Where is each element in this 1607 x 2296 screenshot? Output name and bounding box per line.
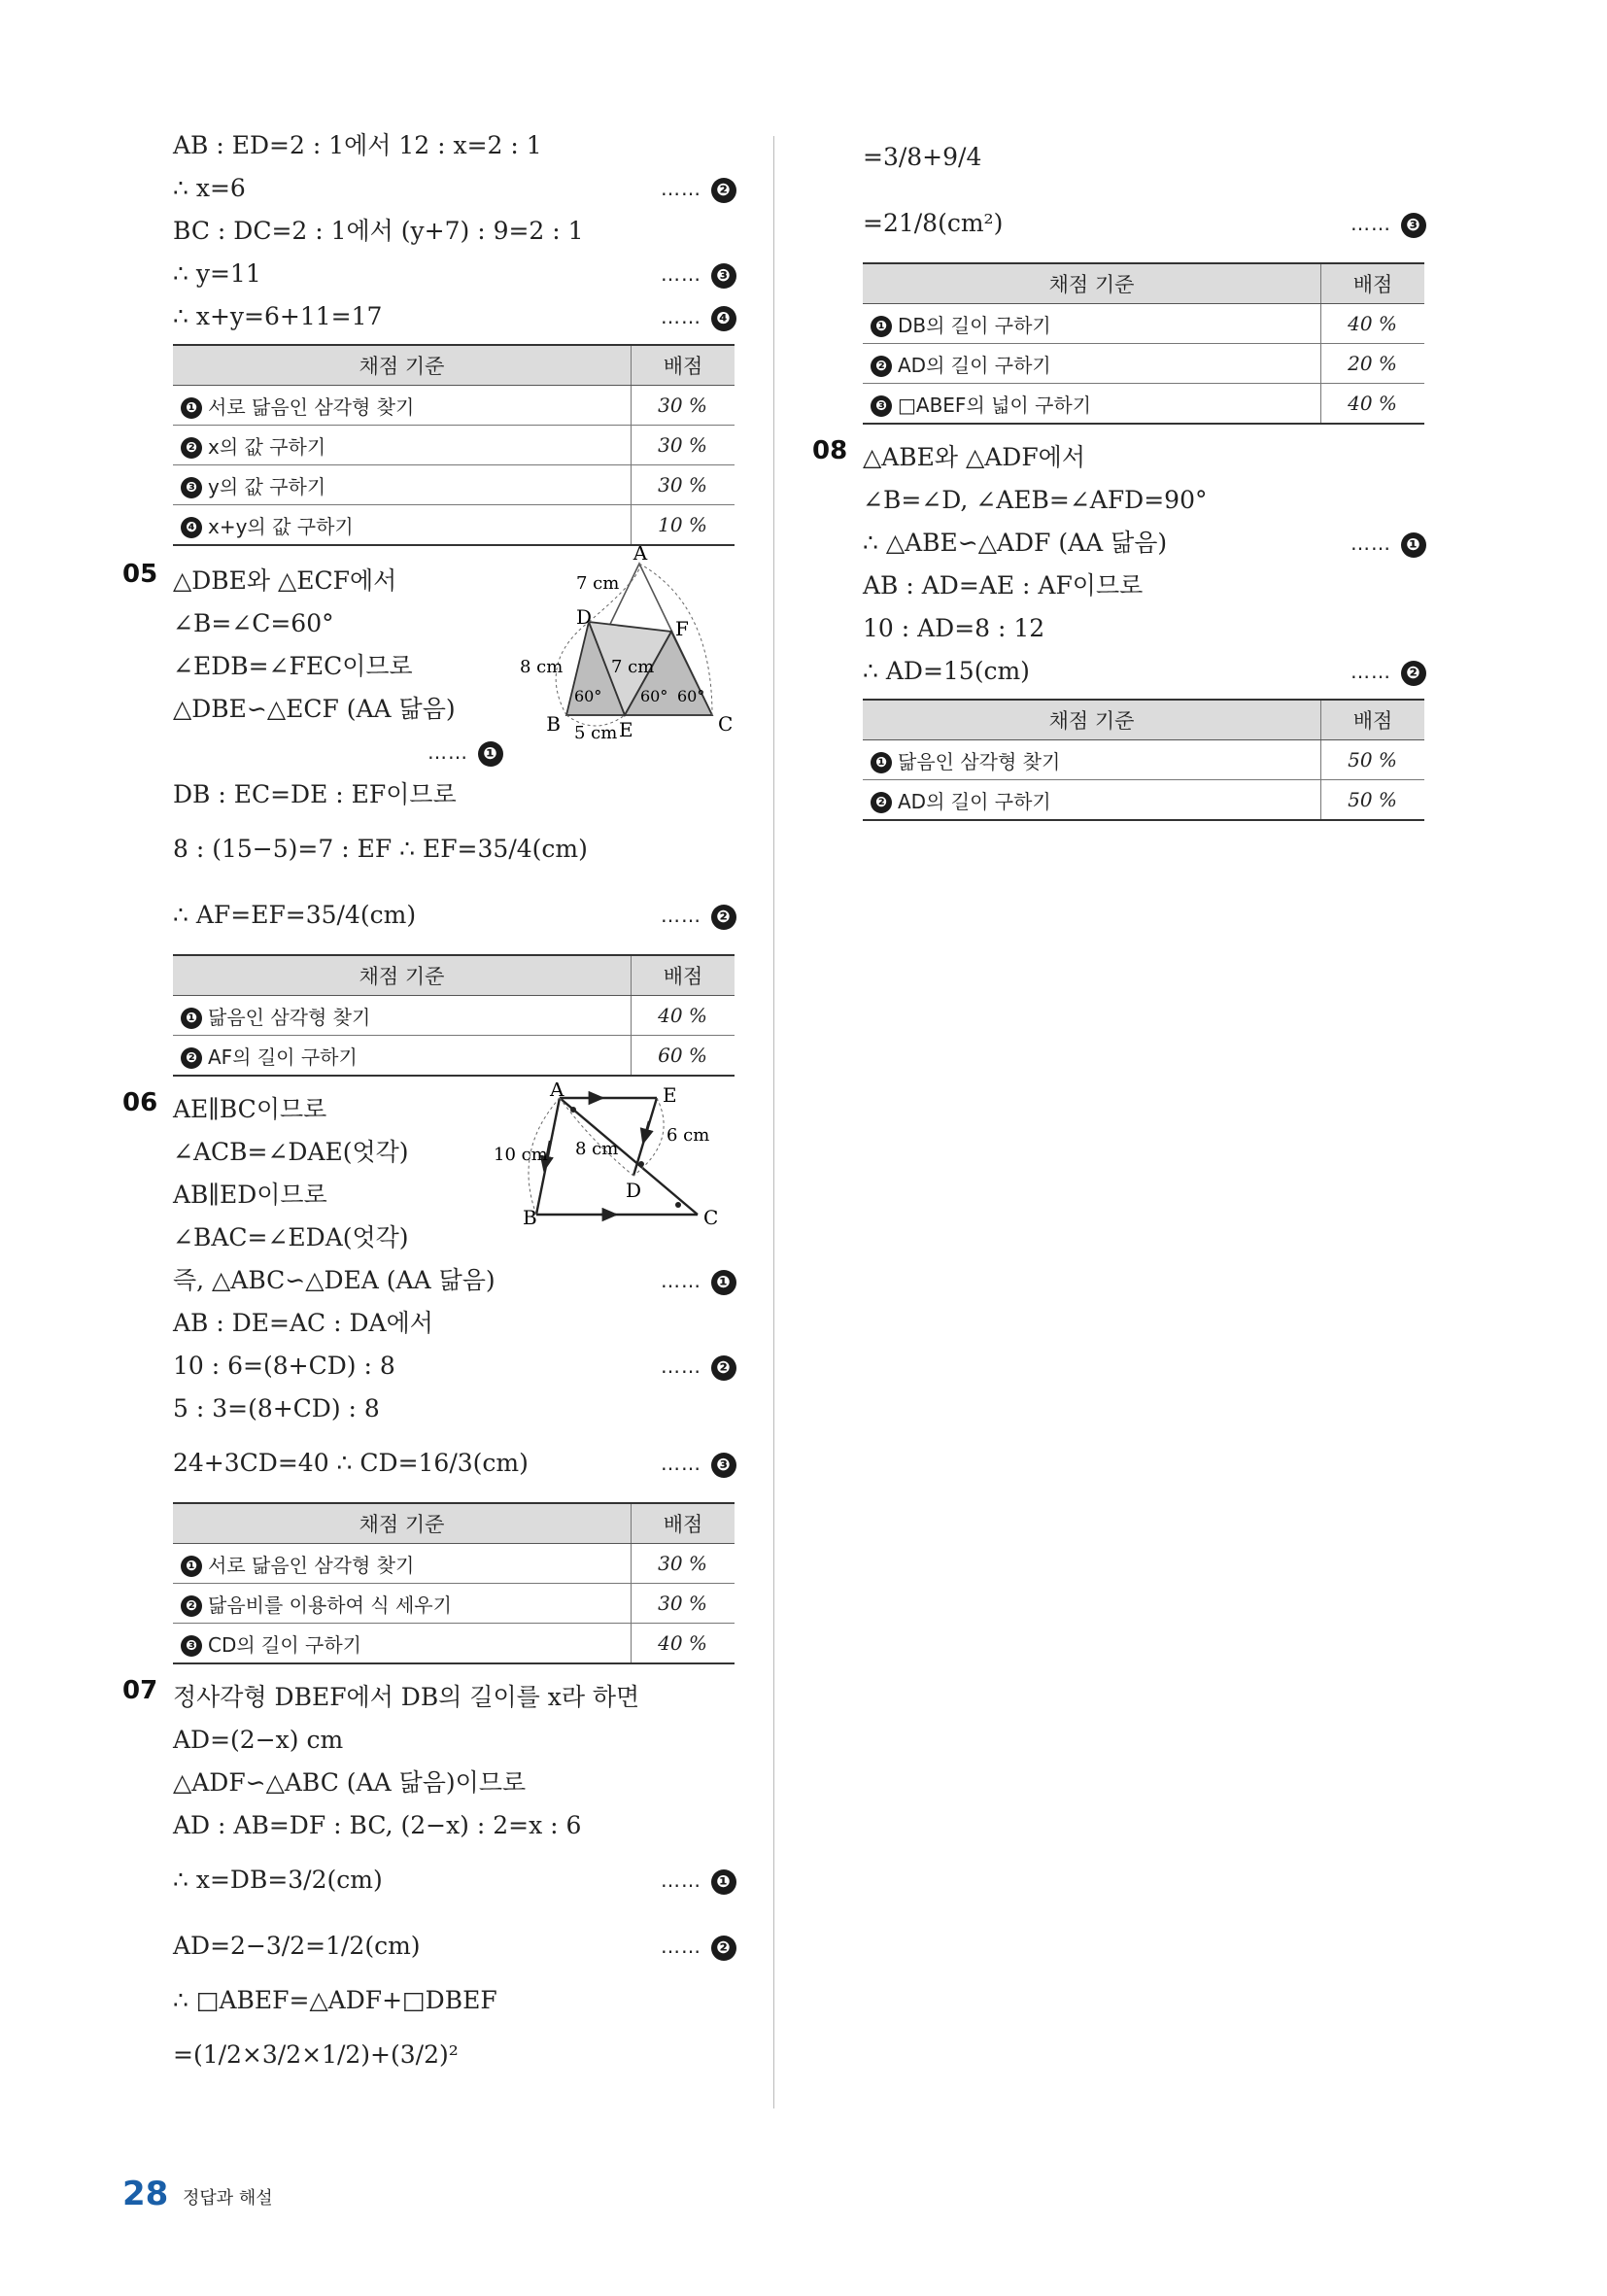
step-badge: ❷ bbox=[711, 1355, 736, 1381]
step-marker: …… ❸ bbox=[661, 1430, 736, 1496]
criteria-header: 채점 기준 bbox=[173, 955, 632, 996]
step-badge: ❸ bbox=[711, 1453, 736, 1478]
solution-line bbox=[863, 479, 1426, 522]
criteria-badge: ❸ bbox=[871, 395, 892, 417]
criteria-label: □ABEF의 넓이 구하기 bbox=[898, 393, 1092, 417]
solution-line bbox=[173, 2022, 736, 2088]
table-row bbox=[863, 740, 1424, 780]
q07-block bbox=[122, 1676, 736, 2088]
scoring-table bbox=[173, 344, 735, 546]
criteria-badge: ❷ bbox=[181, 1047, 202, 1069]
criteria-cell bbox=[173, 426, 632, 465]
solution-line bbox=[173, 1345, 736, 1388]
solution-text: 5 : 3=(8+CD) : 8 bbox=[173, 1394, 380, 1422]
q06-scoring-table bbox=[173, 1502, 736, 1664]
q06-label-c: C bbox=[703, 1206, 719, 1228]
criteria-badge: ❶ bbox=[181, 397, 202, 419]
solution-text: AD=(2−x) cm bbox=[173, 1726, 344, 1754]
criteria-label: 닮음인 삼각형 찾기 bbox=[208, 1005, 371, 1029]
solution-line bbox=[173, 1804, 736, 1847]
solution-text: BC : DC=2 : 1에서 (y+7) : 9=2 : 1 bbox=[173, 217, 584, 245]
solution-line bbox=[173, 1302, 736, 1345]
q06-figure bbox=[494, 1082, 746, 1228]
step-badge: ❷ bbox=[711, 905, 736, 930]
criteria-header: 채점 기준 bbox=[173, 1503, 632, 1544]
q05-angle-c: 60° bbox=[677, 687, 705, 705]
q04-solution bbox=[173, 124, 736, 338]
solution-text: ∴ △ABE∽△ADF (AA 닮음) bbox=[863, 529, 1168, 557]
solution-text: 8 : (15−5)=7 : EF ∴ EF=35/4(cm) bbox=[173, 835, 588, 863]
step-badge: ❸ bbox=[711, 263, 736, 289]
q06-label-d: D bbox=[626, 1179, 642, 1202]
points-cell: 40 % bbox=[1321, 384, 1425, 425]
step-badge: ❷ bbox=[1401, 661, 1426, 686]
q05-len-7cm-b: 7 cm bbox=[611, 657, 655, 677]
criteria-cell bbox=[173, 386, 632, 426]
solution-text: ∠ACB=∠DAE(엇각) bbox=[173, 1138, 409, 1166]
q05-angle-e: 60° bbox=[640, 687, 668, 705]
q05-len-7cm-a: 7 cm bbox=[576, 573, 620, 594]
table-row bbox=[173, 426, 735, 465]
q06-label-e: E bbox=[663, 1083, 677, 1107]
step-marker: …… ❷ bbox=[661, 1345, 736, 1388]
q08-block bbox=[812, 436, 1426, 693]
criteria-badge: ❷ bbox=[181, 1595, 202, 1617]
criteria-cell bbox=[863, 780, 1321, 821]
q08-scoring-table bbox=[863, 699, 1426, 821]
q07-number: 07 bbox=[122, 1676, 158, 1705]
table-row bbox=[173, 1584, 735, 1624]
solution-line bbox=[173, 1913, 736, 1979]
step-badge: ❷ bbox=[711, 1936, 736, 1961]
solution-text: 24+3CD=40 ∴ CD=16/3(cm) bbox=[173, 1449, 529, 1477]
solution-text: ∠BAC=∠EDA(엇각) bbox=[173, 1223, 409, 1251]
solution-text: =(1/2×3/2×1/2)+(3/2)² bbox=[173, 2040, 459, 2069]
criteria-badge: ❷ bbox=[871, 356, 892, 377]
points-header: 배점 bbox=[632, 345, 735, 386]
step-badge: ❶ bbox=[1401, 532, 1426, 558]
q06-angle-dot-a bbox=[570, 1107, 576, 1113]
solution-line bbox=[173, 210, 736, 253]
solution-text: AB : AD=AE : AF이므로 bbox=[863, 571, 1144, 600]
q06-block bbox=[122, 1082, 736, 1496]
solution-line bbox=[863, 436, 1426, 479]
scoring-table bbox=[863, 699, 1424, 821]
points-cell: 30 % bbox=[632, 386, 735, 426]
solution-line bbox=[173, 882, 736, 948]
points-header: 배점 bbox=[1321, 700, 1425, 740]
criteria-cell bbox=[863, 740, 1321, 780]
step-marker: …… ❶ bbox=[661, 1259, 736, 1302]
solution-line bbox=[173, 773, 736, 816]
solution-line bbox=[173, 1979, 736, 2022]
criteria-label: y의 값 구하기 bbox=[208, 474, 326, 498]
solution-text: ∠EDB=∠FEC이므로 bbox=[173, 652, 413, 680]
criteria-label: 닮음비를 이용하여 식 세우기 bbox=[208, 1593, 452, 1617]
criteria-label: AD의 길이 구하기 bbox=[898, 789, 1051, 813]
points-cell: 40 % bbox=[632, 1624, 735, 1664]
criteria-cell bbox=[173, 505, 632, 546]
points-header: 배점 bbox=[632, 955, 735, 996]
q05-label-d: D bbox=[576, 605, 593, 629]
q05-dots: …… ❶ bbox=[427, 731, 503, 773]
solution-text: 10 : 6=(8+CD) : 8 bbox=[173, 1352, 395, 1380]
criteria-label: DB의 길이 구하기 bbox=[898, 313, 1051, 337]
step-marker: …… ❸ bbox=[661, 253, 736, 295]
q05-scoring-table bbox=[173, 954, 736, 1077]
solution-text: 즉, △ABC∽△DEA (AA 닮음) bbox=[173, 1266, 496, 1294]
criteria-label: AD의 길이 구하기 bbox=[898, 353, 1051, 377]
q06-label-a: A bbox=[550, 1082, 564, 1101]
table-row bbox=[173, 505, 735, 546]
points-cell: 40 % bbox=[1321, 304, 1425, 344]
q08-solution bbox=[863, 436, 1426, 693]
criteria-badge: ❶ bbox=[181, 1556, 202, 1577]
q05-triangle-figure bbox=[518, 546, 736, 740]
solution-line bbox=[173, 1388, 736, 1430]
step-marker: …… ❹ bbox=[661, 295, 736, 338]
criteria-label: 서로 닮음인 삼각형 찾기 bbox=[208, 394, 415, 419]
solution-text: ∠B=∠C=60° bbox=[173, 609, 334, 637]
q05-angle-b: 60° bbox=[574, 687, 602, 705]
table-row bbox=[173, 465, 735, 505]
solution-text: ∴ AF=EF=35/4(cm) bbox=[173, 901, 417, 929]
q06-arrow-ed bbox=[643, 1121, 649, 1143]
criteria-label: AF의 길이 구하기 bbox=[208, 1045, 358, 1069]
solution-text: △DBE와 △ECF에서 bbox=[173, 566, 397, 595]
solution-line bbox=[173, 1430, 736, 1496]
q06-len-10cm: 10 cm bbox=[494, 1145, 548, 1165]
solution-line bbox=[173, 124, 736, 167]
criteria-badge: ❸ bbox=[181, 477, 202, 498]
step-marker: …… ❷ bbox=[661, 882, 736, 948]
step-badge: ❸ bbox=[1401, 213, 1426, 238]
criteria-cell bbox=[863, 344, 1321, 384]
points-cell: 30 % bbox=[632, 1544, 735, 1584]
step-marker: …… ❶ bbox=[661, 1847, 736, 1913]
criteria-cell bbox=[173, 1544, 632, 1584]
criteria-badge: ❷ bbox=[181, 437, 202, 459]
points-cell: 30 % bbox=[632, 426, 735, 465]
step-marker: …… ❷ bbox=[661, 1913, 736, 1979]
table-row bbox=[863, 304, 1424, 344]
step-marker: …… ❷ bbox=[1351, 650, 1426, 693]
table-row bbox=[173, 1544, 735, 1584]
points-cell: 60 % bbox=[632, 1036, 735, 1077]
solution-line bbox=[173, 253, 736, 295]
points-cell: 10 % bbox=[632, 505, 735, 546]
criteria-badge: ❶ bbox=[871, 752, 892, 773]
criteria-label: 서로 닮음인 삼각형 찾기 bbox=[208, 1553, 415, 1577]
step-badge: ❶ bbox=[711, 1270, 736, 1295]
q06-number: 06 bbox=[122, 1088, 158, 1117]
points-header: 배점 bbox=[1321, 263, 1425, 304]
q06-len-6cm: 6 cm bbox=[667, 1125, 710, 1146]
criteria-badge: ❸ bbox=[181, 1635, 202, 1657]
solution-text: 정사각형 DBEF에서 DB의 길이를 x라 하면 bbox=[173, 1683, 640, 1711]
page-number: 28 bbox=[122, 2175, 169, 2213]
right-column bbox=[812, 124, 1426, 831]
q05-solution-part2 bbox=[173, 773, 736, 948]
solution-text: ∴ AD=15(cm) bbox=[863, 657, 1030, 685]
points-cell: 50 % bbox=[1321, 740, 1425, 780]
points-cell: 30 % bbox=[632, 1584, 735, 1624]
table-row bbox=[173, 386, 735, 426]
q06-label-b: B bbox=[523, 1206, 537, 1228]
scoring-table bbox=[173, 954, 735, 1077]
criteria-header: 채점 기준 bbox=[173, 345, 632, 386]
q05-len-5cm: 5 cm bbox=[574, 723, 618, 740]
step-marker: …… ❸ bbox=[1351, 190, 1426, 257]
q05-mark-line bbox=[173, 731, 503, 773]
q06-angle-dot-c bbox=[675, 1202, 681, 1208]
solution-line bbox=[863, 607, 1426, 650]
q05-number: 05 bbox=[122, 560, 158, 589]
solution-line bbox=[173, 1676, 736, 1719]
criteria-badge: ❶ bbox=[871, 316, 892, 337]
criteria-cell bbox=[173, 465, 632, 505]
criteria-cell bbox=[863, 304, 1321, 344]
q07-scoring-table bbox=[863, 262, 1426, 425]
points-header: 배점 bbox=[632, 1503, 735, 1544]
left-column bbox=[122, 124, 736, 2088]
solution-text: =21/8(cm²) bbox=[863, 209, 1004, 237]
solution-line bbox=[863, 650, 1426, 693]
solution-text: ∴ x=DB=3/2(cm) bbox=[173, 1866, 383, 1894]
solution-line bbox=[863, 522, 1426, 565]
solution-text: AE∥BC이므로 bbox=[173, 1095, 327, 1123]
step-marker: …… ❶ bbox=[1351, 522, 1426, 565]
criteria-cell bbox=[173, 1624, 632, 1664]
solution-text: △ABE와 △ADF에서 bbox=[863, 443, 1085, 471]
q07-solution bbox=[173, 1676, 736, 2088]
solution-text: ∴ y=11 bbox=[173, 259, 261, 288]
q05-badge: ❶ bbox=[478, 741, 503, 767]
solution-text: △ADF∽△ABC (AA 닮음)이므로 bbox=[173, 1768, 527, 1797]
criteria-cell bbox=[173, 996, 632, 1036]
solution-text: ∠B=∠D, ∠AEB=∠AFD=90° bbox=[863, 486, 1208, 514]
solution-text: DB : EC=DE : EF이므로 bbox=[173, 780, 457, 808]
criteria-cell bbox=[173, 1584, 632, 1624]
q05-label-c: C bbox=[718, 712, 734, 736]
solution-text: ∴ x=6 bbox=[173, 174, 246, 202]
points-cell: 30 % bbox=[632, 465, 735, 505]
criteria-header: 채점 기준 bbox=[863, 700, 1321, 740]
step-badge: ❶ bbox=[711, 1869, 736, 1895]
step-badge: ❷ bbox=[711, 178, 736, 203]
footer-label: 정답과 해설 bbox=[183, 2188, 273, 2209]
step-badge: ❹ bbox=[711, 306, 736, 331]
q05-block bbox=[122, 546, 736, 948]
solution-text: ∴ □ABEF=△ADF+□DBEF bbox=[173, 1986, 497, 2014]
criteria-label: x+y의 값 구하기 bbox=[208, 514, 354, 538]
q08-number: 08 bbox=[812, 436, 848, 465]
criteria-badge: ❶ bbox=[181, 1008, 202, 1029]
solution-text: =3/8+9/4 bbox=[863, 143, 982, 171]
criteria-badge: ❹ bbox=[181, 517, 202, 538]
criteria-label: CD의 길이 구하기 bbox=[208, 1632, 361, 1657]
criteria-header: 채점 기준 bbox=[863, 263, 1321, 304]
solution-line bbox=[173, 167, 736, 210]
criteria-badge: ❷ bbox=[871, 792, 892, 813]
q04-scoring-table bbox=[173, 344, 736, 546]
step-marker: …… ❷ bbox=[661, 167, 736, 210]
column-divider bbox=[773, 136, 774, 2108]
table-row bbox=[173, 996, 735, 1036]
solution-line bbox=[173, 1847, 736, 1913]
solution-text: AB : ED=2 : 1에서 12 : x=2 : 1 bbox=[173, 131, 542, 159]
criteria-cell bbox=[173, 1036, 632, 1077]
scoring-table bbox=[863, 262, 1424, 425]
solution-line bbox=[173, 816, 736, 882]
table-row bbox=[863, 384, 1424, 425]
solution-line bbox=[863, 565, 1426, 607]
q05-label-b: B bbox=[546, 712, 561, 736]
q07-solution-cont bbox=[863, 124, 1426, 257]
scoring-table bbox=[173, 1502, 735, 1664]
solution-line bbox=[173, 295, 736, 338]
points-cell: 50 % bbox=[1321, 780, 1425, 821]
solution-text: AD : AB=DF : BC, (2−x) : 2=x : 6 bbox=[173, 1811, 582, 1839]
solution-line bbox=[863, 190, 1426, 257]
points-cell: 20 % bbox=[1321, 344, 1425, 384]
q05-label-a: A bbox=[633, 546, 648, 565]
q06-angle-dot-d bbox=[638, 1161, 644, 1167]
solution-text: AB∥ED이므로 bbox=[173, 1181, 327, 1209]
table-row bbox=[863, 780, 1424, 821]
solution-line bbox=[863, 124, 1426, 190]
q05-label-f: F bbox=[675, 617, 689, 640]
q06-len-8cm: 8 cm bbox=[575, 1139, 619, 1159]
solution-line bbox=[173, 1719, 736, 1762]
table-row bbox=[173, 1036, 735, 1077]
criteria-label: x의 값 구하기 bbox=[208, 434, 326, 459]
solution-line bbox=[173, 1762, 736, 1804]
solution-text: 10 : AD=8 : 12 bbox=[863, 614, 1045, 642]
criteria-label: 닮음인 삼각형 찾기 bbox=[898, 749, 1061, 773]
solution-text: △DBE∽△ECF (AA 닮음) bbox=[173, 695, 456, 723]
solution-line bbox=[173, 1259, 736, 1302]
q05-len-8cm: 8 cm bbox=[520, 657, 564, 677]
criteria-cell bbox=[863, 384, 1321, 425]
solution-text: AB : DE=AC : DA에서 bbox=[173, 1309, 433, 1337]
q05-label-e: E bbox=[619, 718, 633, 740]
table-row bbox=[863, 344, 1424, 384]
solution-text: AD=2−3/2=1/2(cm) bbox=[173, 1932, 421, 1960]
solution-text: ∴ x+y=6+11=17 bbox=[173, 302, 383, 330]
table-row bbox=[173, 1624, 735, 1664]
points-cell: 40 % bbox=[632, 996, 735, 1036]
